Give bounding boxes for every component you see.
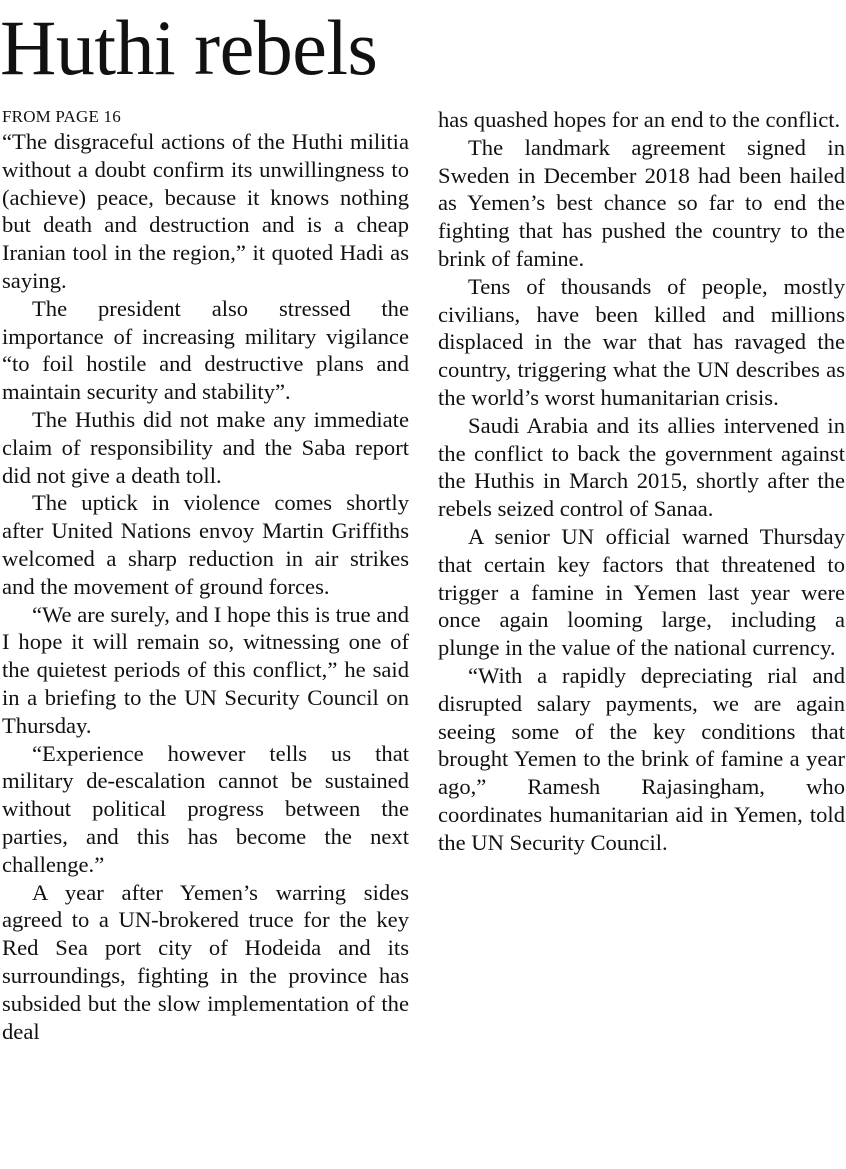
headline: Huthi rebels [0,4,378,91]
paragraph: Saudi Arabia and its allies intervened in the conflict to back the government against the Huthis in March 2015, shortly after the rebels seized control of Sanaa. [438,412,845,522]
paragraph: Tens of thousands of people, mostly civilians, have been killed and millions displaced in the war that has ravaged the country, triggering what the UN describes as the world’s worst humanitarian crisis. [438,273,845,410]
paragraph: “Experience however tells us that military de-escalation cannot be sustained without political progress between the parties, and this has become the next challenge.” [2,740,409,877]
article-column-right [438,106,845,857]
paragraph: “With a rapidly depreciating rial and disrupted salary payments, we are again seeing some of the key conditions that brought Yemen to the brink of famine a year ago,” Ramesh Rajasingham, who coordinates humanitarian aid in Yemen, told the UN Security Council. [438,662,845,855]
paragraph: “The disgraceful actions of the Huthi militia without a doubt confirm its unwillingness to (achieve) peace, because it knows nothing but death and destruction and is a cheap Iranian tool in the region,” it quoted Hadi as saying. [2,129,409,293]
article-column-left [2,128,409,1045]
paragraph: The landmark agreement signed in Sweden in December 2018 had been hailed as Yemen’s best chance so far to end the fighting that has pushed the country to the brink of famine. [438,134,845,271]
paragraph: “We are surely, and I hope this is true and I hope it will remain so, witnessing one of the quietest periods of this conflict,” he said in a briefing to the UN Security Council on Thursday. [2,601,409,738]
paragraph: A senior UN official warned Thursday that certain key factors that threatened to trigger a famine in Yemen last year were once again looming large, including a plunge in the value of the national currency. [438,523,845,661]
continued-from-page-label: FROM PAGE 16 [2,107,121,126]
paragraph: A year after Yemen’s warring sides agreed to a UN-brokered truce for the key Red Sea port city of Hodeida and its surroundings, fighting in the province has subsided but the slow implementation of the deal [2,879,409,1044]
paragraph: The president also stressed the importance of increasing military vigilance “to foil hostile and destructive plans and maintain security and stability”. [2,295,409,405]
paragraph: has quashed hopes for an end to the conflict. [438,107,841,132]
paragraph: The uptick in violence comes shortly after United Nations envoy Martin Griffiths welcomed a sharp reduction in air strikes and the movement of ground forces. [2,490,409,599]
paragraph: The Huthis did not make any immediate claim of responsibility and the Saba report did not give a death toll. [2,406,409,488]
